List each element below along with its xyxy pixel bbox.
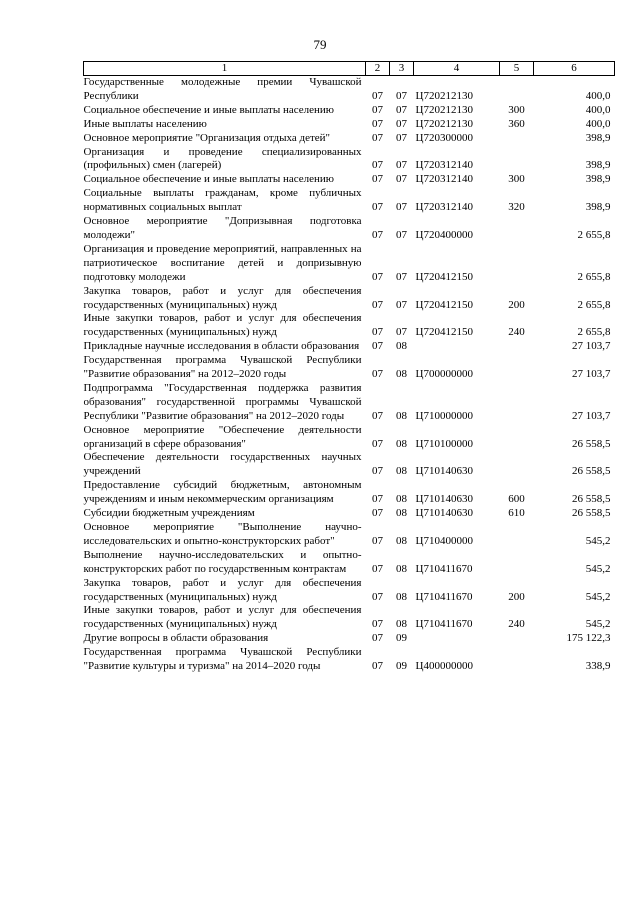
row-expense-type (500, 76, 534, 104)
row-expense-type (500, 215, 534, 243)
row-section: 07 (372, 618, 383, 631)
row-subsection: 08 (396, 618, 407, 631)
row-amount: 27 103,7 (572, 340, 611, 353)
row-subsection: 08 (396, 507, 407, 520)
table-row (84, 479, 615, 507)
row-section: 07 (372, 117, 383, 130)
row-expense-type: 320 (508, 201, 525, 214)
row-subsection: 07 (396, 103, 407, 116)
row-name: Иные закупки товаров, работ и услуг для обеспечения государственных (муниципальных) нужд (83, 604, 362, 631)
table-row (84, 507, 615, 521)
row-expense-type (500, 243, 534, 285)
row-expense-type: 610 (508, 507, 525, 520)
row-target-item: Ц720400000 (415, 228, 473, 241)
row-expense-type (500, 451, 534, 479)
row-subsection: 09 (396, 660, 407, 673)
row-section: 07 (372, 534, 383, 547)
row-name: Социальные выплаты гражданам, кроме публичных нормативных социальных выплат (83, 187, 362, 214)
row-name: Основное мероприятие "Допризывная подготовка молодежи" (83, 215, 362, 241)
row-name: Иные выплаты населению (83, 117, 207, 130)
row-section: 07 (372, 228, 383, 241)
row-subsection: 07 (396, 228, 407, 241)
row-subsection: 07 (396, 201, 407, 214)
row-subsection: 08 (396, 340, 407, 353)
row-section: 07 (372, 298, 383, 311)
row-subsection: 08 (396, 465, 407, 478)
row-target-item: Ц710140630 (415, 507, 473, 520)
table-row (84, 215, 615, 243)
table-row (84, 451, 615, 479)
row-target-item: Ц720312140 (415, 173, 473, 186)
row-section: 07 (372, 465, 383, 478)
row-name: Государственная программа Чувашской Республики "Развитие культуры и туризма" на 2014–2020 годы (83, 646, 362, 673)
row-name: Подпрограмма "Государственная поддержка развития образования" государственной программы Чувашской Республики "Развитие образования" на 2012–2020 годы (83, 381, 362, 422)
row-subsection: 08 (396, 409, 407, 422)
table-row (84, 549, 615, 577)
row-target-item: Ц720412150 (415, 298, 473, 311)
row-amount: 27 103,7 (572, 368, 611, 381)
row-amount: 398,9 (585, 173, 611, 186)
row-name: Другие вопросы в области образования (83, 632, 269, 645)
row-amount: 398,9 (585, 131, 611, 144)
row-amount: 2 655,8 (577, 326, 611, 339)
row-section: 07 (372, 632, 383, 645)
table-row (84, 340, 615, 354)
row-subsection: 08 (396, 562, 407, 575)
table-row (84, 146, 615, 174)
row-name: Организация и проведение мероприятий, направленных на патриотическое воспитание детей и допризывную подготовку молодежи (83, 242, 362, 283)
row-target-item: Ц720412150 (415, 326, 473, 339)
row-expense-type: 200 (508, 590, 525, 603)
row-expense-type (500, 382, 534, 424)
row-section: 07 (372, 493, 383, 506)
row-section: 07 (372, 173, 383, 186)
row-amount: 2 655,8 (577, 298, 611, 311)
header-col-expense-type: 5 (500, 62, 534, 76)
row-name: Прикладные научные исследования в области образования (83, 340, 360, 353)
row-expense-type (500, 521, 534, 549)
row-target-item: Ц710411670 (415, 590, 473, 603)
row-expense-type: 360 (508, 117, 525, 130)
row-name: Государственная программа Чувашской Республики "Развитие образования" на 2012–2020 годы (83, 354, 362, 381)
row-expense-type (500, 340, 534, 354)
row-expense-type (500, 354, 534, 382)
row-expense-type: 300 (508, 103, 525, 116)
row-section: 07 (372, 590, 383, 603)
row-amount: 545,2 (585, 562, 611, 575)
row-expense-type: 600 (508, 493, 525, 506)
row-expense-type (500, 646, 534, 674)
row-name: Субсидии бюджетным учреждениям (83, 507, 255, 520)
row-expense-type (500, 549, 534, 577)
row-amount: 545,2 (585, 618, 611, 631)
row-expense-type (500, 632, 534, 646)
row-target-item: Ц720212130 (415, 103, 473, 116)
row-target-item: Ц720300000 (415, 131, 473, 144)
row-subsection: 08 (396, 368, 407, 381)
row-amount: 26 558,5 (572, 437, 611, 450)
table-body (84, 76, 615, 674)
row-section: 07 (372, 340, 383, 353)
row-section: 07 (372, 368, 383, 381)
row-target-item: Ц720312140 (415, 201, 473, 214)
row-section: 07 (372, 660, 383, 673)
row-target-item: Ц710411670 (415, 562, 473, 575)
row-amount: 2 655,8 (577, 270, 611, 283)
table-header (84, 62, 615, 76)
row-amount: 400,0 (585, 103, 611, 116)
table-row (84, 132, 615, 146)
row-amount: 26 558,5 (572, 493, 611, 506)
table-row (84, 632, 615, 646)
row-subsection: 07 (396, 173, 407, 186)
row-amount: 338,9 (585, 660, 611, 673)
row-amount: 398,9 (585, 201, 611, 214)
table-row (84, 104, 615, 118)
row-target-item: Ц720212130 (415, 89, 473, 102)
row-expense-type (500, 424, 534, 452)
row-name: Закупка товаров, работ и услуг для обеспечения государственных (муниципальных) нужд (83, 576, 362, 603)
row-name: Основное мероприятие "Выполнение научно-исследовательских и опытно-конструкторских работ" (83, 521, 362, 547)
table-row (84, 243, 615, 285)
row-target-item: Ц700000000 (415, 368, 473, 381)
row-target-item (414, 340, 500, 354)
page-number: 79 (313, 37, 327, 52)
row-target-item: Ц710140630 (415, 465, 473, 478)
row-name: Основное мероприятие "Обеспечение деятельности организаций в сфере образования" (83, 423, 362, 450)
row-target-item: Ц710140630 (415, 493, 473, 506)
row-amount: 2 655,8 (577, 228, 611, 241)
budget-table (83, 61, 615, 674)
row-target-item: Ц710000000 (415, 409, 473, 422)
header-row (84, 62, 615, 76)
row-section: 07 (372, 103, 383, 116)
row-amount: 400,0 (585, 117, 611, 130)
row-subsection: 07 (396, 89, 407, 102)
table-row (84, 424, 615, 452)
row-name: Обеспечение деятельности государственных научных учреждений (83, 451, 362, 478)
row-amount: 26 558,5 (572, 507, 611, 520)
row-target-item: Ц710411670 (415, 618, 473, 631)
row-section: 07 (372, 409, 383, 422)
row-section: 07 (372, 507, 383, 520)
table-row (84, 312, 615, 340)
row-amount: 398,9 (585, 159, 611, 172)
row-section: 07 (372, 159, 383, 172)
row-target-item: Ц720312140 (415, 159, 473, 172)
table-row (84, 521, 615, 549)
header-col-name: 1 (84, 62, 366, 76)
row-section: 07 (372, 437, 383, 450)
row-name: Государственные молодежные премии Чувашской Республики (83, 76, 362, 102)
row-name: Социальное обеспечение и иные выплаты населению (83, 103, 335, 116)
table-row (84, 118, 615, 132)
row-amount: 545,2 (585, 590, 611, 603)
row-name: Закупка товаров, работ и услуг для обеспечения государственных (муниципальных) нужд (83, 284, 362, 311)
row-subsection: 07 (396, 159, 407, 172)
row-target-item (414, 632, 500, 646)
table-row (84, 76, 615, 104)
row-expense-type: 240 (508, 618, 525, 631)
row-target-item: Ц720412150 (415, 270, 473, 283)
row-expense-type (500, 146, 534, 174)
row-amount: 400,0 (585, 89, 611, 102)
header-col-target-item: 4 (414, 62, 500, 76)
row-expense-type: 300 (508, 173, 525, 186)
table-row (84, 285, 615, 313)
table-row (84, 173, 615, 187)
row-name: Социальное обеспечение и иные выплаты населению (83, 173, 335, 186)
header-col-section: 2 (366, 62, 390, 76)
header-col-subsection: 3 (390, 62, 414, 76)
row-subsection: 08 (396, 437, 407, 450)
table-row (84, 604, 615, 632)
row-target-item: Ц710100000 (415, 437, 473, 450)
row-subsection: 08 (396, 534, 407, 547)
table-row (84, 354, 615, 382)
row-section: 07 (372, 562, 383, 575)
row-subsection: 07 (396, 117, 407, 130)
row-section: 07 (372, 326, 383, 339)
row-subsection: 07 (396, 131, 407, 144)
row-subsection: 07 (396, 326, 407, 339)
row-name: Основное мероприятие "Организация отдыха детей" (83, 131, 331, 144)
row-subsection: 09 (396, 632, 407, 645)
row-expense-type: 240 (508, 326, 525, 339)
row-expense-type: 200 (508, 298, 525, 311)
row-section: 07 (372, 89, 383, 102)
row-expense-type (500, 132, 534, 146)
row-subsection: 08 (396, 590, 407, 603)
row-target-item: Ц720212130 (415, 117, 473, 130)
table-row (84, 646, 615, 674)
row-section: 07 (372, 131, 383, 144)
row-subsection: 07 (396, 270, 407, 283)
row-subsection: 08 (396, 493, 407, 506)
header-col-amount: 6 (534, 62, 615, 76)
row-section: 07 (372, 270, 383, 283)
row-name: Организация и проведение специализированных (профильных) смен (лагерей) (83, 145, 362, 172)
row-section: 07 (372, 201, 383, 214)
row-name: Предоставление субсидий бюджетным, автономным учреждениям и иным некоммерческим организациям (83, 479, 362, 506)
table-row (84, 187, 615, 215)
row-amount: 26 558,5 (572, 465, 611, 478)
row-name: Иные закупки товаров, работ и услуг для обеспечения государственных (муниципальных) нужд (83, 312, 362, 339)
table-row (84, 382, 615, 424)
row-target-item: Ц710400000 (415, 534, 473, 547)
row-name: Выполнение научно-исследовательских и опытно-конструкторских работ по государственным контрактам (83, 548, 362, 575)
row-subsection: 07 (396, 298, 407, 311)
row-amount: 545,2 (585, 534, 611, 547)
row-target-item: Ц400000000 (415, 660, 473, 673)
table-row (84, 577, 615, 605)
row-amount: 27 103,7 (572, 409, 611, 422)
row-amount: 175 122,3 (566, 632, 611, 645)
